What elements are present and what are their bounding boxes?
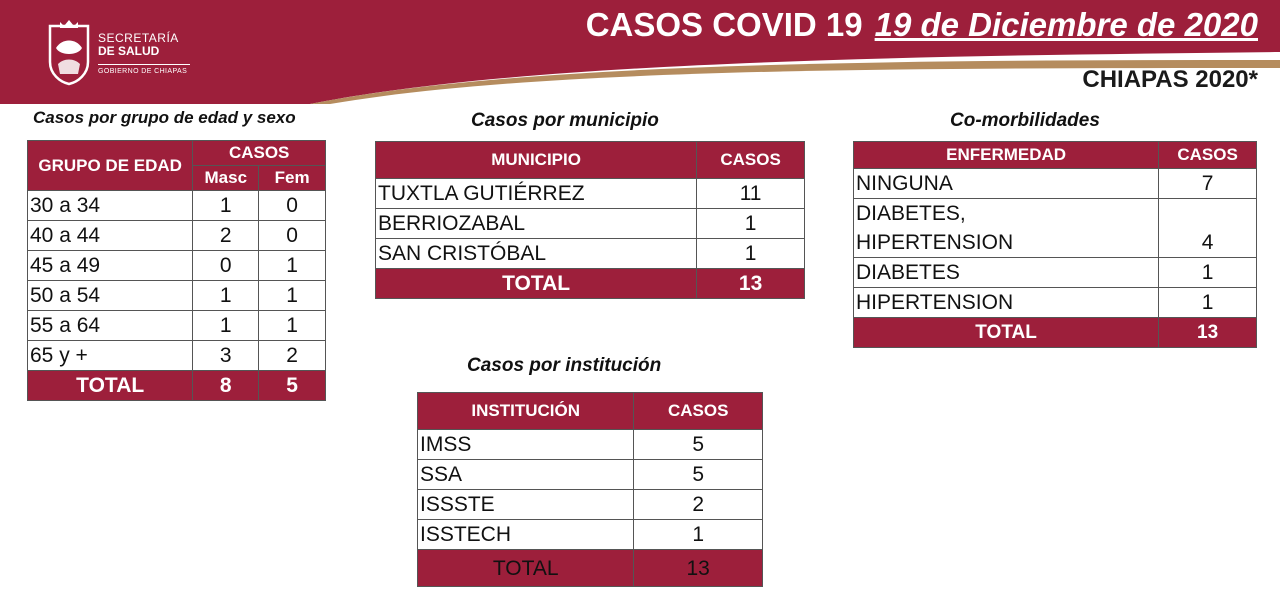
logo-text <box>98 32 190 75</box>
comorbidity-table <box>853 141 1257 348</box>
total-label: TOTAL <box>418 550 634 587</box>
female-cell: 0 <box>259 191 326 221</box>
male-cell: 1 <box>193 281 259 311</box>
municipality-header: MUNICIPIO <box>376 142 697 179</box>
table-row <box>28 221 326 251</box>
table-row <box>854 288 1257 318</box>
table-row <box>418 460 763 490</box>
total-label: TOTAL <box>28 371 193 401</box>
age-group-cell: 50 a 54 <box>28 281 193 311</box>
age-group-cell: 30 a 34 <box>28 191 193 221</box>
comorbidity-cases-header: CASOS <box>1159 142 1257 169</box>
table-row <box>418 520 763 550</box>
total-label: TOTAL <box>376 269 697 299</box>
disease-line1: DIABETES, <box>856 202 966 225</box>
age-group-cell: 40 a 44 <box>28 221 193 251</box>
age-table-caption: Casos por grupo de edad y sexo <box>33 108 296 127</box>
municipality-table <box>375 141 805 299</box>
total-row <box>418 550 763 587</box>
disease-cell: HIPERTENSION <box>854 288 1159 318</box>
logo-line2: DE SALUD <box>98 44 160 58</box>
title-text: CASOS COVID 19 <box>585 6 863 43</box>
age-group-cell: 65 y + <box>28 341 193 371</box>
institution-cell: SSA <box>418 460 634 490</box>
institution-table <box>417 392 763 587</box>
institution-cell: ISSTECH <box>418 520 634 550</box>
logo-line1: SECRETARÍA <box>98 31 179 45</box>
cases-cell: 7 <box>1159 169 1257 199</box>
total-value: 13 <box>634 550 763 587</box>
comorbidity-table-caption: Co-morbilidades <box>950 110 1100 131</box>
age-group-cell: 55 a 64 <box>28 311 193 341</box>
total-row <box>854 318 1257 348</box>
total-female: 5 <box>259 371 326 401</box>
male-cell: 1 <box>193 311 259 341</box>
male-cell: 0 <box>193 251 259 281</box>
cases-cell: 11 <box>697 179 805 209</box>
table-row <box>28 341 326 371</box>
table-row <box>28 281 326 311</box>
cases-cell: 5 <box>634 430 763 460</box>
cases-cell: 1 <box>697 209 805 239</box>
table-row <box>28 311 326 341</box>
total-row <box>376 269 805 299</box>
municipality-cell: BERRIOZABAL <box>376 209 697 239</box>
cases-cell: 2 <box>634 490 763 520</box>
chiapas-seal-icon <box>44 18 94 88</box>
table-row <box>854 169 1257 199</box>
male-cell: 3 <box>193 341 259 371</box>
disease-cell <box>854 199 1159 258</box>
table-row <box>418 430 763 460</box>
cases-cell: 5 <box>634 460 763 490</box>
report-date: 19 de Diciembre de 2020 <box>874 6 1258 43</box>
age-group-cell: 45 a 49 <box>28 251 193 281</box>
institution-cell: ISSSTE <box>418 490 634 520</box>
total-row <box>28 371 326 401</box>
cases-cell: 1 <box>1159 288 1257 318</box>
municipality-table-caption: Casos por municipio <box>471 110 659 131</box>
total-male: 8 <box>193 371 259 401</box>
table-row <box>854 199 1257 258</box>
disease-cell: DIABETES <box>854 258 1159 288</box>
municipality-cell: TUXTLA GUTIÉRREZ <box>376 179 697 209</box>
table-row <box>28 191 326 221</box>
age-group-header: GRUPO DE EDAD <box>28 141 193 191</box>
table-row <box>376 239 805 269</box>
total-value: 13 <box>1159 318 1257 348</box>
table-row <box>376 179 805 209</box>
institution-cases-header: CASOS <box>634 393 763 430</box>
male-cell: 1 <box>193 191 259 221</box>
cases-cell: 4 <box>1159 199 1257 258</box>
female-header: Fem <box>259 166 326 191</box>
female-cell: 1 <box>259 311 326 341</box>
male-header: Masc <box>193 166 259 191</box>
table-row <box>854 258 1257 288</box>
municipality-cases-header: CASOS <box>697 142 805 179</box>
age-sex-table <box>27 140 326 401</box>
disease-line2: HIPERTENSION <box>856 231 1014 254</box>
female-cell: 2 <box>259 341 326 371</box>
age-cases-header: CASOS <box>193 141 326 166</box>
male-cell: 2 <box>193 221 259 251</box>
cases-cell: 1 <box>1159 258 1257 288</box>
page-title <box>586 6 1258 44</box>
disease-cell: NINGUNA <box>854 169 1159 199</box>
institution-cell: IMSS <box>418 430 634 460</box>
female-cell: 1 <box>259 251 326 281</box>
disease-header: ENFERMEDAD <box>854 142 1159 169</box>
table-row <box>418 490 763 520</box>
cases-cell: 1 <box>697 239 805 269</box>
municipality-cell: SAN CRISTÓBAL <box>376 239 697 269</box>
female-cell: 1 <box>259 281 326 311</box>
table-row <box>376 209 805 239</box>
institution-header: INSTITUCIÓN <box>418 393 634 430</box>
total-value: 13 <box>697 269 805 299</box>
table-row <box>28 251 326 281</box>
logo-line3: GOBIERNO DE CHIAPAS <box>98 64 190 75</box>
institution-table-caption: Casos por institución <box>467 355 662 376</box>
total-label: TOTAL <box>854 318 1159 348</box>
region-label: CHIAPAS 2020* <box>1082 66 1258 93</box>
cases-cell: 1 <box>634 520 763 550</box>
female-cell: 0 <box>259 221 326 251</box>
